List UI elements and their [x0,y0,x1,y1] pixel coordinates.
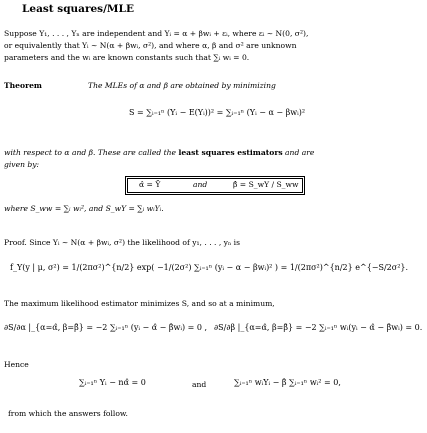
proof-line-1: Proof. Since Yᵢ ∼ N(α + βwᵢ, σ²) the likelihood of y₁, . . . , yₙ is [4,238,240,247]
page-title: Least squares/MLE [22,3,134,15]
intro-line-3: parameters and the wᵢ are known constants such that ∑ᵢ wᵢ = 0. [4,53,250,62]
likelihood-equation: f_Y(y | μ, σ²) = 1/(2πσ²)^{n/2} exp( −1/(2σ²) ∑ᵢ₌₁ⁿ (yᵢ − α − βwᵢ)² ) = 1/(2πσ²)^{n/2} e^{−S/2σ²}. [10,263,409,272]
hence-label: Hence [4,360,29,369]
document-page [4,0,421,433]
partial-derivative-beta: ∂S/∂β |_{α=α̂, β=β̂} = −2 ∑ᵢ₌₁ⁿ wᵢ(yᵢ − α̂ − β̂wᵢ) = 0. [214,323,423,332]
theorem-label: Theorem [4,81,42,90]
theorem-equation: S = ∑ᵢ₌₁ⁿ (Yᵢ − E(Yᵢ))² = ∑ᵢ₌₁ⁿ (Yᵢ − α − βwᵢ)² [129,108,306,117]
least-squares-term: least squares estimators [178,148,283,157]
theorem-statement: The MLEs of α and β are obtained by minimizing [88,81,276,90]
where-line: where S_ww = ∑ᵢ wᵢ², and S_wY = ∑ᵢ wᵢYᵢ. [4,204,164,213]
final-line: from which the answers follow. [8,409,128,418]
hence-equation-1: ∑ᵢ₌₁ⁿ Yᵢ − nα̂ = 0 [79,378,146,387]
hence-and: and [192,380,207,389]
alpha-hat-estimator: α̂ = Ȳ [139,180,161,189]
beta-hat-estimator: β̂ = S_wY / S_ww [233,180,299,189]
estimator-box [125,176,305,195]
mle-line: The maximum likelihood estimator minimizes S, and so at a minimum, [4,299,275,308]
boxed-and: and [193,180,208,189]
partial-derivative-alpha: ∂S/∂α |_{α=α̂, β=β̂} = −2 ∑ᵢ₌₁ⁿ (yᵢ − α̂ − β̂wᵢ) = 0 , [4,323,208,332]
theorem-after-line-2: given by: [4,160,40,169]
theorem-after-line-1: with respect to α and β. These are called the least squares estimators and are [4,148,315,157]
hence-equation-2: ∑ᵢ₌₁ⁿ wᵢYᵢ − β̂ ∑ᵢ₌₁ⁿ wᵢ² = 0, [234,378,341,387]
intro-line-2: or equivalently that Yᵢ ∼ N(α + βwᵢ, σ²), and where α, β and σ² are unknown [4,41,297,50]
intro-line-1: Suppose Y₁, . . . , Yₙ are independent and Yᵢ = α + βwᵢ + εᵢ, where εᵢ ∼ N(0, σ²), [4,29,309,38]
